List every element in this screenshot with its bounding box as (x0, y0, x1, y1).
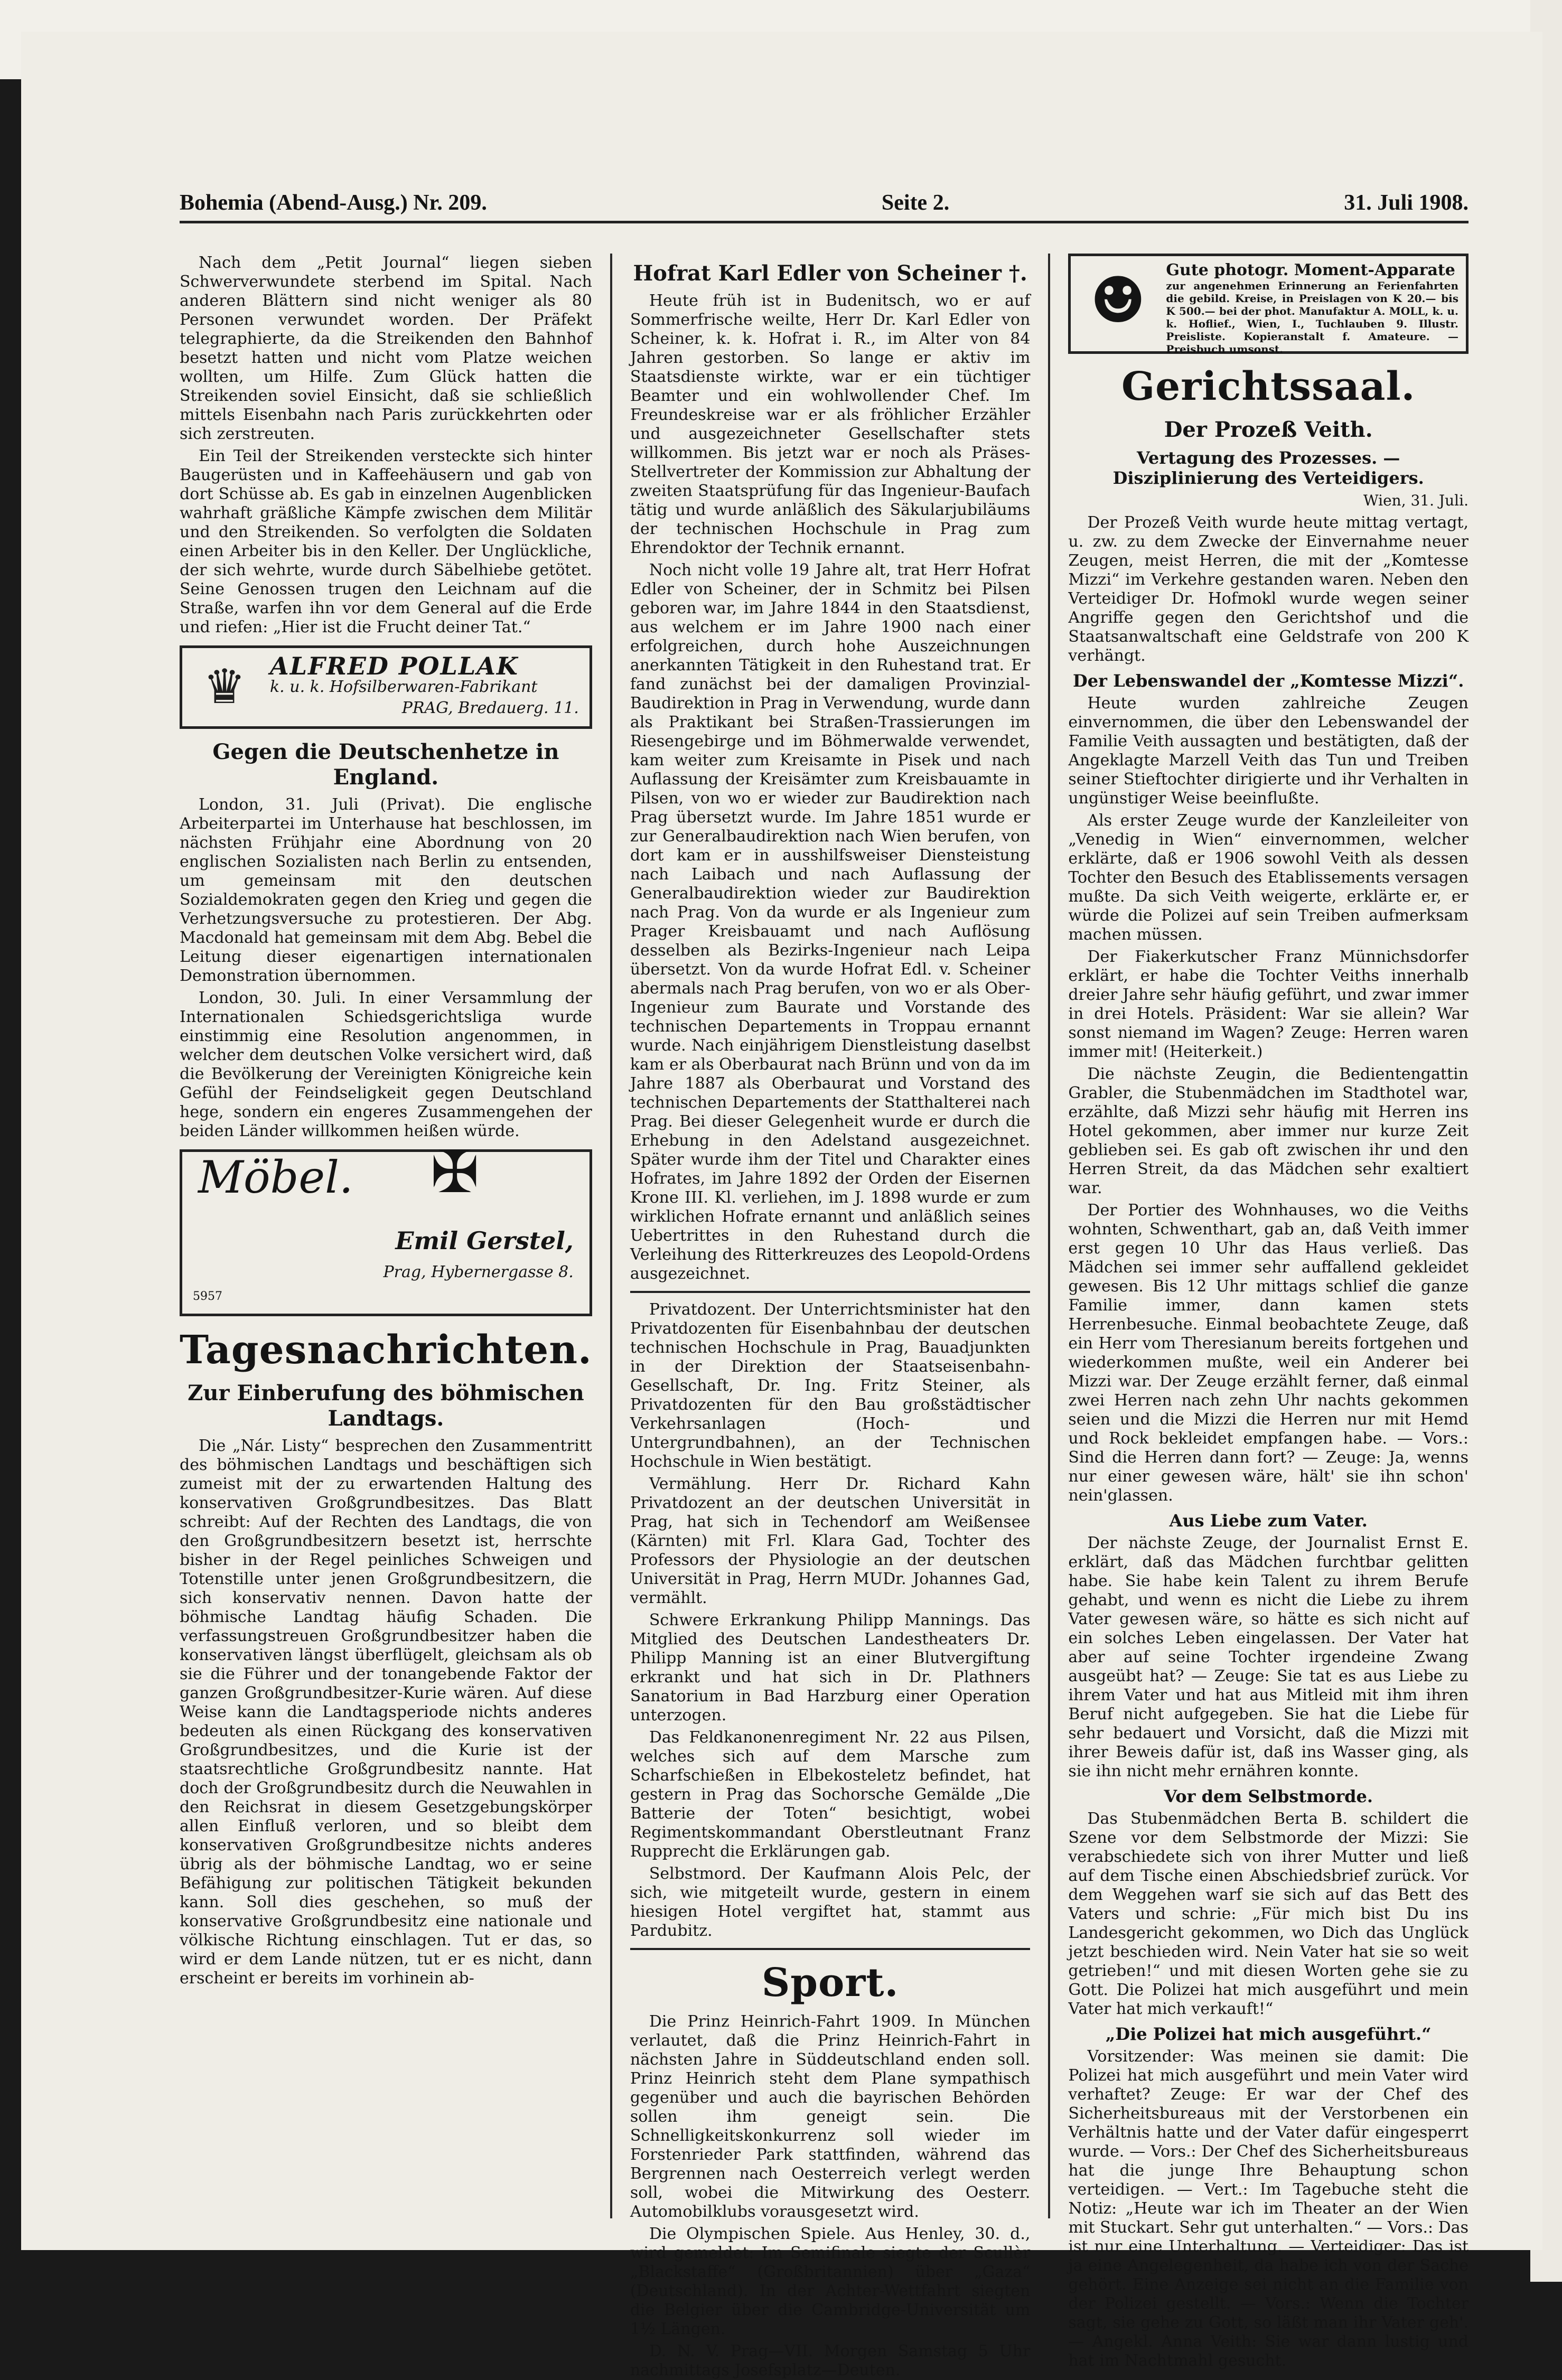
advertisement-pollak (180, 645, 592, 729)
paragraph: Vorsitzender: Was meinen sie damit: Die Polizei hat mich ausgeführt und mein Vater wird verhaftet? Zeuge: Er war der Chef des Sicherheitsbureaus mit der Verstorbenen ein Verhältnis hatte und der Vater dafür eingesperrt wurde. — Vors.: Der Chef des Sicherheitsbureaus hat die junge Ihre Behauptung schon verteidigen. — Vert.: Im Tagebuche steht die Notiz: „Heute war ich im Theater an der Wien mit Stuckart. Sehr gut unterhalten.“ — Vors.: Das ist nur eine Unterhaltung. — Verteidiger: Das ist ja eine Angelegenheit, da habe ich von der Sache gehört. Eine Anzeige sei nicht an die Familie von der Polizei gestellt. — Vors.: Wenn die Tochter sagt, sie gehe zu Gott, so läßt man ihr Vater geh'. — Angekl. Anna Veith: Sie war dann lustig und hat im Nachtmahl gesucht. (1068, 2047, 1469, 2370)
ad-moebel-number: 5957 (193, 1290, 222, 1303)
subheadline-vertagung: Vertagung des Prozesses. — Disziplinierung des Verteidigers. (1112, 448, 1424, 488)
paragraph: Heute wurden zahlreiche Zeugen einvernommen, die über den Lebenswandel der Familie Veith aussagten und bestätigten, daß der Angeklagte Marzell Veith das Tun und Treiben seiner Stieftochter dirigierte und ihr Verhalten in ungünstiger Weise beeinflußte. (1068, 694, 1469, 808)
paragraph: Ein Teil der Streikenden versteckte sich hinter Baugerüsten und in Kaffeehäusern und gab von dort Schüsse ab. Es gab in einzelnen Augenblicken wahrhaft gräßliche Kämpfe zwischen dem Militär und den Streikenden. So verfolgten die Soldaten einen Arbeiter bis in den Keller. Der Unglückliche, der sich wehrte, wurde durch Säbelhiebe getötet. Seine Genossen trugen den Leichnam auf die Straße, warfen ihn vor dem General auf die Erde und riefen: „Hier ist die Frucht deiner Tat.“ (180, 447, 592, 636)
paragraph: Die nächste Zeugin, die Bedientengattin Grabler, die Stubenmädchen im Stadthotel war, erzählte, daß Mizzi sehr häufig mit Herren ins Hotel gekommen, aber immer nur kurze Zeit geblieben sei. Es gab oft zwischen ihr und den Herren Streit, da das Mädchen sehr exaltiert war. (1068, 1065, 1469, 1197)
ad-photo-title: Gute photogr. Moment-Apparate (1166, 261, 1455, 279)
subheadline-liebe: Aus Liebe zum Vater. (1169, 1511, 1368, 1531)
paragraph: Der Prozeß Veith wurde heute mittag vertagt, u. zw. zu dem Zwecke der Einvernahme neuer Zeugen, meist Herren, die mit der „Komtesse Mizzi“ im Verkehre gestanden waren. Neben den Verteidiger Dr. Hofmokl wurde wegen seiner Angriffe gegen den Gerichtshof und die Staatsanwaltschaft eine Geldstrafe von 200 K verhängt. (1068, 513, 1469, 665)
newspaper-page (21, 32, 1542, 2379)
paragraph: Schwere Erkrankung Philipp Mannings. Das Mitglied des Deutschen Landestheaters Dr. Philipp Manning ist an einer Blutvergiftung erkrankt und hat sich in Dr. Plathners Sanatorium in Bad Harzburg einer Operation unterzogen. (630, 1611, 1031, 1725)
paragraph: Nach dem „Petit Journal“ liegen sieben Schwerverwundete sterbend im Spital. Nach anderen Blättern sind nicht weniger als 80 Personen verwundet worden. Der Präfekt telegraphierte, da die Streikenden den Bahnhof besetzt hatten und nicht vom Platze weichen wollten, um Hilfe. Zum Glück hatten die Streikenden soviel Einsicht, daß sie schließlich mittels Eisenbahn nach Paris zurückkehrten oder sich zerstreuten. (180, 254, 592, 443)
paragraph: D. N. V. Prag—VII. Morgen Samstag 5 Uhr nachmittags Josefsplatz—Deuten. (630, 2342, 1031, 2379)
paragraph: London, 31. Juli (Privat). Die englische Arbeiterpartei im Unterhause hat beschlossen, im nächsten Frühjahr eine Abordnung von 20 englischen Sozialisten nach Berlin zu entsenden, um gemeinsam mit den deutschen Sozialdemokraten gegen den Krieg und gegen die Verhetzungsversuche zu protestieren. Der Abg. Macdonald hat gemeinsam mit dem Abg. Bebel die Leitung dieser eigenartigen internationalen Demonstration übernommen. (180, 795, 592, 985)
divider (630, 1291, 1031, 1293)
paragraph: Privatdozent. Der Unterrichtsminister hat den Privatdozenten für Eisenbahnbau der deutschen technischen Hochschule in Prag, Bauadjunkten in der Direktion der Staatseisenbahn-Gesellschaft, Dr. Ing. Fritz Steiner, als Privatdozenten für den Bau großstädtischer Verkehrsanlagen (Hoch- und Untergrundbahnen), an der Technischen Hochschule in Wien bestätigt. (630, 1300, 1031, 1471)
photographer-figure-icon: ☻ (1089, 264, 1147, 338)
page-header (180, 190, 1469, 223)
paragraph: London, 30. Juli. In einer Versammlung der Internationalen Schiedsgerichtsliga wurde einstimmig eine Resolution angenommen, in welcher dem deutschen Volke versichert wird, daß die Bevölkerung der Vereinigten Königreiche kein Gefühl der Feindseligkeit gegen Deutschland hege, sondern ein engeres Zusammengehen der beiden Länder willkommen heißen würde. (180, 989, 592, 1140)
paragraph: Das Stubenmädchen Berta B. schildert die Szene vor dem Selbstmorde der Mizzi: Sie verabschiedete sich von ihrer Mutter und ließ auf dem Tische einen Abschiedsbrief zurück. Vor dem Weggehen warf sie sich auf das Bett des Vaters und schrie: „Für mich bist Du ins Landesgericht gekommen, wo Dich das Unglück jetzt beschieden wird. Nein Vater hat sie so weit getrieben!“ und mit diesen Worten gehe sie zu Gott. Die Polizei hat mich ausgeführt und mein Vater hat mich verkauft!“ (1068, 1810, 1469, 2018)
paragraph: Die Prinz Heinrich-Fahrt 1909. In München verlautet, daß die Prinz Heinrich-Fahrt in nächsten Jahre in Süddeutschland enden soll. Prinz Heinrich steht dem Plane sympathisch gegenüber und auch die bayrischen Behörden sollen ihm geneigt sein. Die Schnelligkeitskonkurrenz soll wieder im Forstenrieder Park stattfinden, während das Bergrennen nach Oesterreich verlegt werden soll, wobei die Mitwirkung des Oesterr. Automobilklubs vorausgesetzt wird. (630, 2012, 1031, 2221)
ad-text (270, 652, 579, 719)
header-page-number: Seite 2. (881, 191, 950, 215)
paragraph: Der Fiakerkutscher Franz Münnichsdorfer erklärt, er habe die Tochter Veiths innerhalb dreier Jahre sehr häufig geführt, und zwar immer in drei Hotels. Präsident: War sie allein? War sonst niemand im Wagen? Zeuge: Herren waren immer mit! (Heiterkeit.) (1068, 948, 1469, 1061)
section-title-sport: Sport. (761, 1960, 899, 2006)
ad-photo-text (1166, 261, 1458, 355)
eagle-emblem-icon: ✠ (431, 1138, 480, 1206)
ad-company-line: k. u. k. Hofsilberwaren-Fabrikant (270, 678, 538, 696)
paragraph: Noch nicht volle 19 Jahre alt, trat Herr Hofrat Edler von Scheiner, der in Schmitz bei Pilsen geboren war, im Jahre 1844 in den Staatsdienst, aus welchem er im Jahre 1900 nach einer erfolgreichen, durch hohe Auszeichnungen anerkannten Tätigkeit in den Ruhestand trat. Er fand zunächst bei der damaligen Provinzial-Baudirektion in Prag in Verwendung, wurde dann als Praktikant bei Straßen-Trassierungen im Riesengebirge und im Böhmerwalde verwendet, kam weiter zum Kreisamte in Pisek und nach Auflassung der Kreisämter zum Kreisbauamte in Pilsen, von wo er wieder zur Baudirektion nach Prag übersetzt wurde. Im Jahre 1851 wurde er zur Generalbaudirektion nach Wien berufen, von dort kam er in ausshilfsweiser Diensteistung nach Laibach und nach Auflassung der Generalbaudirektion wieder zur Baudirektion nach Prag. Von da wurde er als Ingenieur zum Prager Kreisbauamt und nach Auflösung desselben als Bezirks-Ingenieur nach Leipa übersetzt. Von da wurde Hofrat Edl. v. Scheiner abermals nach Prag berufen, von wo er als Ober-Ingenieur zum Baurate und Vorstande des technischen Departements in Troppau ernannt wurde. Nach einjährigem Dienstleistung daselbst kam er als Oberbaurat nach Brünn und von da im Jahre 1887 als Oberbaurat und Vorstand des technischen Departements der Statthalterei nach Prag. Bei dieser Gelegenheit wurde er durch die Erhebung in den Adelstand ausgezeichnet. Später wurde ihm der Titel und Charakter eines Hofrates, im Jahre 1892 der Orden der Eisernen Krone III. Kl. verliehen, im J. 1898 wurde er zum wirklichen Hofrate ernannt und anläßlich seines Uebertrittes in den Ruhestand durch die Verleihung des Ritterkreuzes des Leopold-Ordens ausgezeichnet. (630, 561, 1031, 1283)
advertisement-moebel (180, 1138, 592, 1316)
paragraph: Das Feldkanonenregiment Nr. 22 aus Pilsen, welches sich auf dem Marsche zum Scharfschießen in Elbekosteletz befindet, hat gestern in Prag das Sochorsche Gemälde „Die Batterie der Toten“ besichtigt, wobei Regimentskommandant Oberstleutnant Franz Rupprecht die Erklärungen gab. (630, 1728, 1031, 1861)
headline-scheiner: Hofrat Karl Edler von Scheiner †. (633, 261, 1027, 286)
headline-veith: Der Prozeß Veith. (1164, 417, 1373, 442)
subheadline-polizei: „Die Polizei hat mich ausgeführt.“ (1105, 2024, 1432, 2044)
column-3 (1068, 254, 1469, 2370)
paragraph: Der Portier des Wohnhauses, wo die Veiths wohnten, Schwenthart, gab an, daß Veith immer erst gegen 10 Uhr das Haus verließ. Das Mädchen sei immer sehr auffallend gekleidet gewesen. Bis 12 Uhr mittags schlief die ganze Familie immer, dann kamen stets Herrenbesuche. Einmal beobachtete Zeuge, daß ein Herr vom Theresianum bereits fortgehen und wiederkommen mußte, weil ein Anderer bei Mizzi war. Der Zeuge erzählt ferner, daß einmal zwei Herren nach zehn Uhr nachts gekommen seien und die Mizzi die Herren nur mit Hemd und Rock bekleidet empfangen habe. — Vors.: Sind die Herren dann fort? — Zeuge: Ja, wenns nur einer gewesen wäre, hält' sie ihn schon' nein'glassen. (1068, 1201, 1469, 1505)
column-1 (180, 254, 592, 2218)
headline-england: Gegen die Deutschenhetze in England. (212, 739, 559, 790)
ad-moebel-address: Prag, Hybernergasse 8. (383, 1263, 574, 1281)
ad-company-address: PRAG, Bredauerg. 11. (401, 699, 579, 717)
subheadline-lebenswandel: Der Lebenswandel der „Komtesse Mizzi“. (1073, 671, 1464, 691)
paragraph: Vermählung. Herr Dr. Richard Kahn Privatdozent an der deutschen Universität in Prag, hat sich in Techendorf am Weißensee (Kärnten) mit Frl. Klara Gad, Tochter des Professors der Physiologie an der deutschen Universität in Prag, Herrn MUDr. Johannes Gad, vermählt. (630, 1475, 1031, 1607)
dateline: Wien, 31. Juli. (1363, 492, 1469, 509)
ad-moebel-word: Möbel. (198, 1151, 353, 1203)
columns (180, 254, 1469, 2379)
advertisement-photo (1068, 254, 1469, 354)
column-divider (1048, 254, 1050, 2218)
paragraph: Die Olympischen Spiele. Aus Henley, 30. d., wird gemeldet: Im Semifinale siegte der Scullèr „Blackstaffe“ (Großbritannien) über „Gaza“ (Deutschland). In der Achter-Wettfahrt siegten die Belgier über die Cambridge-Universität um 1½ Längen. (630, 2225, 1031, 2338)
column-2 (630, 254, 1031, 2379)
paragraph: Als erster Zeuge wurde der Kanzleileiter von „Venedig in Wien“ einvernommen, welcher erklärte, daß er 1906 sowohl Veith als dessen Tochter den Besuch des Etablissements versagen mußte. Da sich Veith weigerte, erklärte er, er würde die Polizei auf sein Treiben aufmerksam machen müssen. (1068, 811, 1469, 944)
paragraph: Selbstmord. Der Kaufmann Alois Pelc, der sich, wie mitgeteilt wurde, gestern in einem hiesigen Hotel vergiftet hat, stammt aus Pardubitz. (630, 1864, 1031, 1940)
ad-photo-body: zur angenehmen Erinnerung an Ferienfahrten die gebild. Kreise, in Preislagen von K 20.— bis K 500.— bei der phot. Manufaktur A. MOLL, k. u. k. Hoflief., Wien, I., Tuchlauben 9. Illustr. Preisliste. Kopieranstalt f. Amateure. — Preisbuch umsonst. (1166, 279, 1458, 355)
ad-moebel-name: Emil Gerstel, (395, 1226, 574, 1255)
paragraph: Heute früh ist in Budenitsch, wo er auf Sommerfrische weilte, Herr Dr. Karl Edler von Scheiner, k. k. Hofrat i. R., im Alter von 84 Jahren gestorben. So lange er aktiv im Staatsdienste wirkte, war er ein tüchtiger Beamter und ein wohlwollender Chef. Im Freundeskreise war er als fröhlicher Erzähler und ausgezeichneter Gesellschafter stets willkommen. Bis jetzt war er noch als Präses-Stellvertreter der Kommission zur Abhaltung der zweiten Staatsprüfung für das Ingenieur-Baufach tätig und wurde anläßlich des Säkularjubiläums der technischen Hochschule in Prag zum Ehrendoktor der Technik ernannt. (630, 292, 1031, 557)
headline-landtag: Zur Einberufung des böhmischen Landtags. (188, 1381, 584, 1431)
crown-emblem-icon: ♛ (203, 659, 246, 715)
ad-company-name: ALFRED POLLAK (270, 652, 519, 680)
paragraph: Die „Nár. Listy“ besprechen den Zusammentritt des böhmischen Landtags und beschäftigen sich zumeist mit der zu erwartenden Haltung des konservativen Großgrundbesitzes. Das Blatt schreibt: Auf der Rechten des Landtags, die von den Großgrundbesitzern besetzt ist, herrschte bisher in der Regel peinliches Schweigen und Totenstille unter jenen Großgrundbesitzern, die sich konservativ nennen. Davon hatte der böhmische Landtag häufig Schaden. Die verfassungstreuen Großgrundbesitzer haben die konservativen längst überflügelt, gleichsam als ob sie die Führer und der tonangebende Faktor der ganzen Großgrundbesitzer-Kurie wären. Auf diese Weise kann die Landtagsperiode nichts anderes bedeuten als einen Rückgang des konservativen Großgrundbesitzes, und die Kurie ist der staatsrechtliche Großgrundbesitz nannte. Hat doch der Großgrundbesitz durch die Neuwahlen in den Reichsrat in diesem Gesetzgebungskörper allen Einfluß verloren, und so bleibt dem konservativen Großgrundbesitze nichts anderes übrig als der böhmische Landtag, wo er seine Befähigung zur politischen Tätigkeit bekunden kann. Soll dies geschehen, so muß der konservative Großgrundbesitz eine nationale und völkische Richtung einschlagen. Tut er das, so wird er dem Lande nützen, tut er es nicht, dann erscheint er bereits im vorhinein ab- (180, 1437, 592, 1988)
column-divider (610, 254, 612, 2218)
section-title-gerichtssaal: Gerichtssaal. (1121, 364, 1416, 409)
section-title-tagesnachrichten: Tagesnachrichten. (180, 1327, 592, 1373)
header-masthead: Bohemia (Abend-Ausg.) Nr. 209. (180, 191, 487, 215)
header-date: 31. Juli 1908. (1344, 191, 1469, 215)
divider (630, 1948, 1031, 1950)
subheadline-selbstmorde: Vor dem Selbstmorde. (1164, 1786, 1373, 1806)
paragraph: Der nächste Zeuge, der Journalist Ernst E. erklärt, daß das Mädchen furchtbar gelitten habe. Sie habe kein Talent zu ihrem Berufe gehabt, und wenn es nicht die Liebe zu ihrem Vater gewesen wäre, so hätte es sich nicht auf ein solches Leben eingelassen. Der Vater hat aber auf seine Tochter irgendeine Zwang ausgeübt hat? — Zeuge: Sie tat es aus Liebe zu ihrem Vater und hat aus Mitleid mit ihm ihren Beruf nicht aufgegeben. Sie hat die Liebe für sehr bedauert und Vorsicht, daß die Mizzi mit ihrer Beweis dafür ist, daß ins Wasser ging, als sie ihn nicht mehr ernähren konnte. (1068, 1534, 1469, 1781)
